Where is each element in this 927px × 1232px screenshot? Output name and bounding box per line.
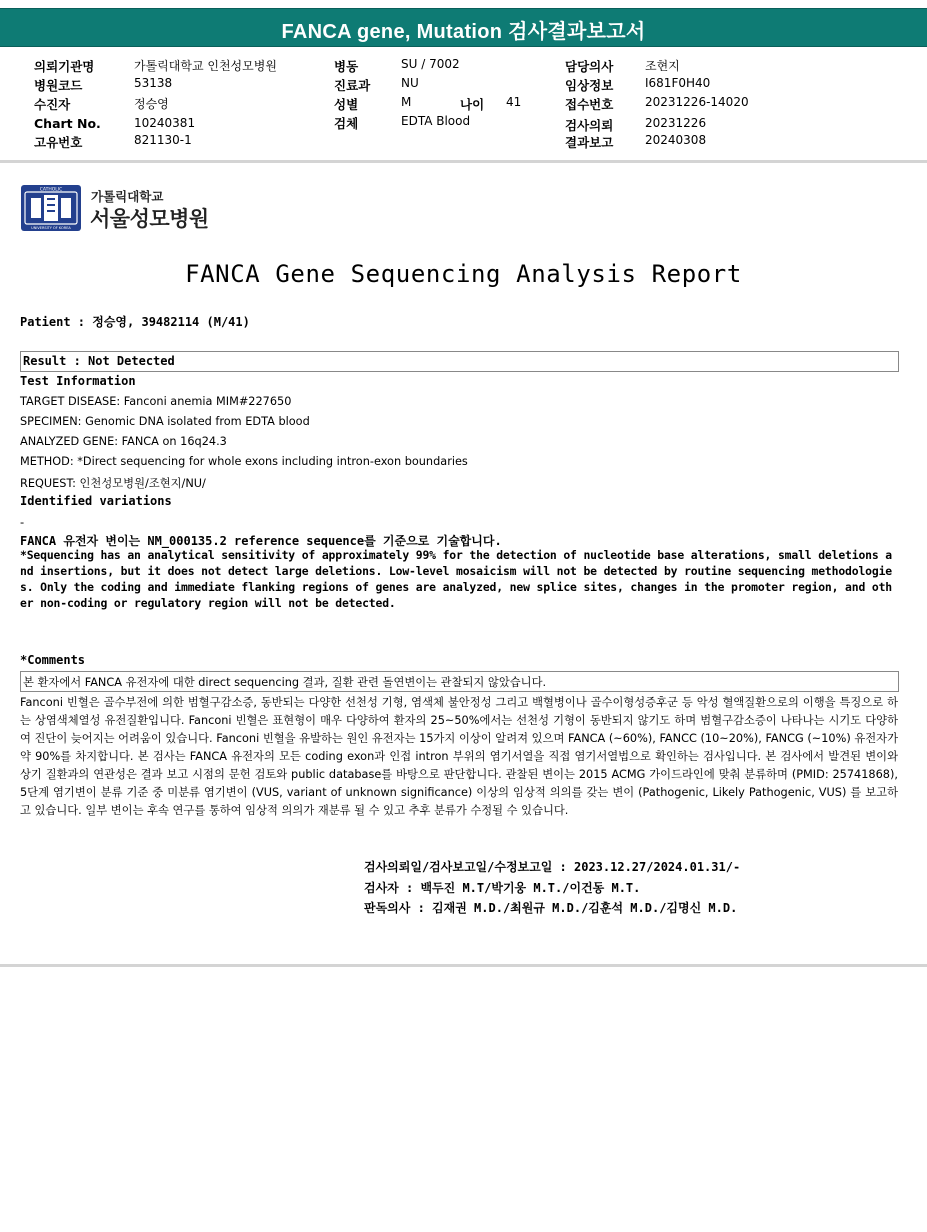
hospital-seal [20,184,82,236]
ward-label: 병동 [334,59,359,74]
test-req-label: 검사의뢰 [565,118,614,133]
seal-bottom-text: UNIVERSITY OF KOREA [31,226,71,230]
clinical-label: 임상정보 [565,78,614,93]
method-line: METHOD: *Direct sequencing for whole exons including intron-exon boundaries [20,455,468,468]
result-box [20,351,899,372]
examiner-line: 검사자 : 백두진 M.T/박기웅 M.T./이건동 M.T. [364,881,641,895]
chart-value: 10240381 [134,116,196,130]
comment-body: Fanconi 빈혈은 골수부전에 의한 범혈구감소증, 동반되는 다양한 선천성 기형, 염색체 불안정성 그리고 백혈병이나 골수이형성증후군 등 악성 혈액질환으로의 이행을 특징으로 하는 상염색체열성 유전질환입니다. Fanconi 빈혈은 표현형이 매우 다양하여 환자의 25~50%에서는 선천성 기형이 동반되지 않기도 하며 범혈구감소증이 나타나는 시기도 다양하여 진단이 늦어지는 어려움이 있습니다. Fanconi 빈혈을 유발하는 원인 유전자는 15가지 이상이 알려져 있으며 FANCA (~60%), FANCC (10~20%), FANCG (~10%) 유전자가 약 90%를 차지합니다. 본 검사는 FANCA 유전자의 모든 coding exon과 인접 intron 부위의 염기서열을 직접 염기서열법으로 확인하는 검사입니다. 본 검사에서 발견된 변이와 상기 질환과의 연관성은 결과 보고 시점의 문헌 검토와 public database를 바탕으로 판단합니다. 관찰된 변이는 2015 ACMG 가이드라인에 맞춰 분류하며 (PMID: 25741868), 5단계 염기변이 분류 기준 중 미분류 염기변이 (VUS, variant of unknown significance) 이상의 임상적 의의를 갖는 변이 (Pathogenic, Likely Pathogenic, VUS) 를 보고하고 있습니다. 일부 변이는 후속 연구를 통하여 임상적 의의가 재분류 될 수 있고 추후 분류가 수정될 수 있습니다. [20,696,898,817]
uid-value: 821130-1 [134,133,192,147]
patient-value: 정승영 [134,97,169,111]
result-date-value: 20240308 [645,133,707,147]
hospital-seal-icon [20,184,82,232]
hospital-name: 서울성모병원 [90,207,209,231]
dept-label: 진료과 [334,78,371,93]
result-date-label: 결과보고 [565,135,614,150]
report-header-title: FANCA gene, Mutation 검사결과보고서 [281,21,646,43]
physician-line: 판독의사 : 김재권 M.D./최원규 M.D./김훈석 M.D./김명신 M.D. [364,901,738,915]
specimen-line: SPECIMEN: Genomic DNA isolated from EDTA blood [20,415,310,428]
dates-line: 검사의뢰일/검사보고일/수정보고일 : 2023.12.27/2024.01.31/- [364,860,741,874]
age-label: 나이 [460,97,485,112]
receipt-value: 20231226-14020 [645,95,749,109]
comments-heading: *Comments [20,653,86,667]
request-line: REQUEST: 인천성모병원/조현지/NU/ [20,477,206,490]
sex-value: M [401,95,412,109]
hospital-university: 가톨릭대학교 [91,189,164,204]
age-value: 41 [506,95,522,109]
comment-summary-box [20,671,899,692]
hosp-code-label: 병원코드 [34,78,83,93]
uid-label: 고유번호 [34,135,83,150]
hosp-code-value: 53138 [134,76,173,90]
report-title-bar [0,8,927,47]
patient-label: 수진자 [34,97,71,112]
result-line: Result : Not Detected [23,354,175,368]
reference-note: FANCA 유전자 변이는 NM_000135.2 reference sequence를 기준으로 기술합니다. [20,534,502,548]
sex-label: 성별 [334,97,359,112]
header-divider [0,160,927,163]
clinical-value: I681F0H40 [645,76,711,90]
receipt-label: 접수번호 [565,97,614,112]
footer-divider [0,964,927,967]
doctor-label: 담당의사 [565,59,614,74]
patient-line: Patient : 정승영, 39482114 (M/41) [20,315,250,329]
report-title: FANCA Gene Sequencing Analysis Report [185,260,742,288]
chart-label: Chart No. [34,116,101,131]
dept-value: NU [401,76,419,90]
ward-value: SU / 7002 [401,57,460,71]
target-disease: TARGET DISEASE: Fanconi anemia MIM#227650 [20,395,292,408]
variations-heading: Identified variations [20,494,172,508]
req-org-label: 의뢰기관명 [34,59,95,74]
variations-value: - [20,515,25,529]
test-req-value: 20231226 [645,116,707,130]
doctor-value: 조현지 [645,59,680,73]
sensitivity-note: *Sequencing has an analytical sensitivity of approximately 99% for the detection of nucleotide base alterations, small deletions and insertions, but it does not detect large deletions. Low-level mosaicism will not be detected by routine sequencing methodologies. Only the coding and immediate flanking regions of genes are analyzed, new splice sites, changes in the promoter region, and other non-coding or regulatory region will not be detected. [20,548,893,610]
seal-top-text: CATHOLIC [39,187,63,193]
analyzed-gene: ANALYZED GENE: FANCA on 16q24.3 [20,435,227,448]
req-org-value: 가톨릭대학교 인천성모병원 [134,59,277,73]
specimen-value: EDTA Blood [401,114,471,128]
specimen-label: 검체 [334,116,359,131]
comment-summary: 본 환자에서 FANCA 유전자에 대한 direct sequencing 결과, 질환 관련 돌연변이는 관찰되지 않았습니다. [23,676,547,689]
test-info-heading: Test Information [20,374,136,388]
